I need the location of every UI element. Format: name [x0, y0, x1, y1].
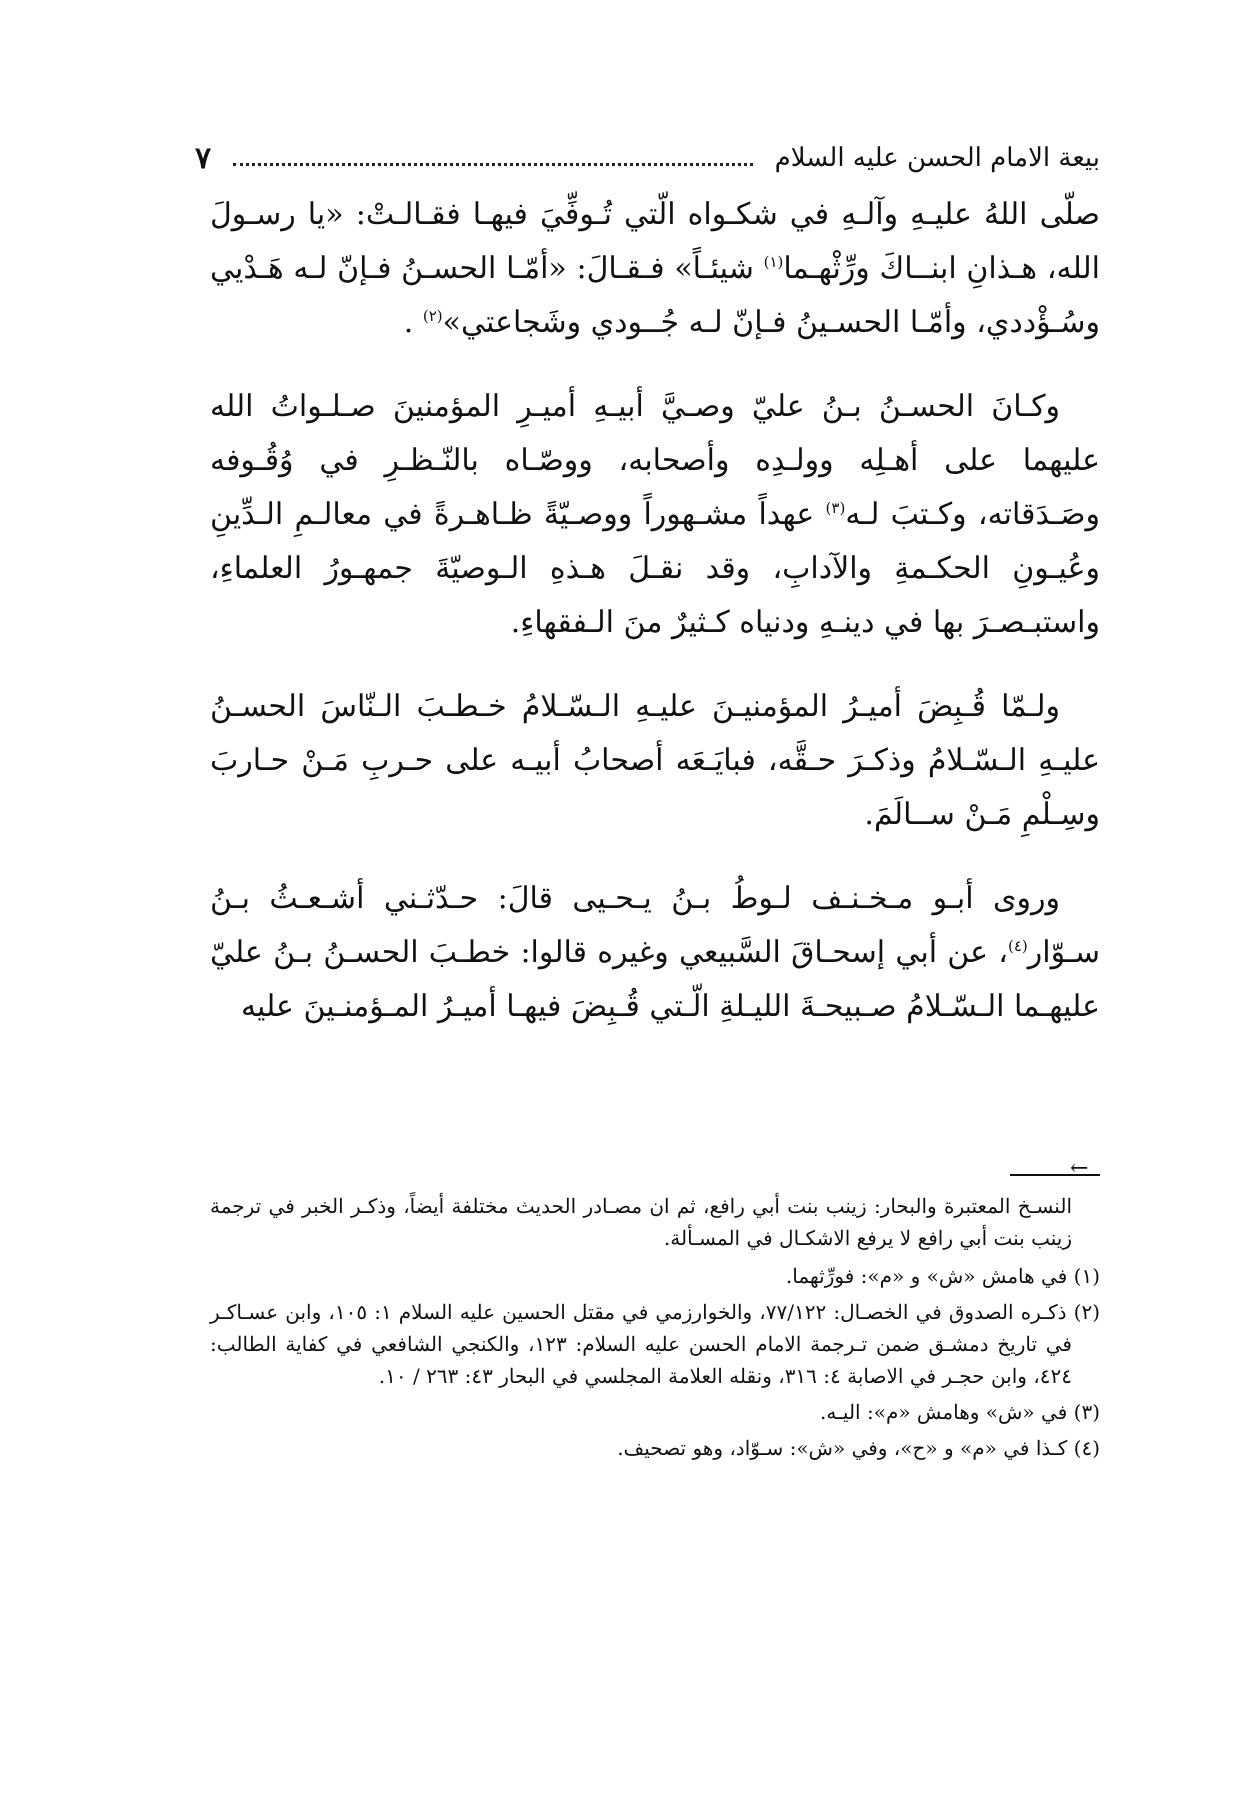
footnote-number: (٤) — [1073, 1436, 1100, 1460]
paragraph-text: وروى أبـو مـخـنـف لـوطُ بـنُ يـحـيى قالَ: حـدّثـني أشـعـثُ بـنُ سـوّار — [210, 881, 1100, 970]
footnote-ref: (٢) — [422, 307, 443, 325]
footnote-text: في هامش «ش» و «م»: فورِّثهما. — [785, 1264, 1068, 1288]
chapter-title: بيعة الامام الحسن عليه السلام — [774, 143, 1100, 173]
footnote-item — [210, 1396, 1100, 1428]
footnote-ref: (١) — [763, 253, 784, 271]
arrow-icon: ← — [1070, 1156, 1089, 1181]
paragraph-text: ، عن أبي إسحـاقَ السَّبيعي وغيره قالوا: خطـبَ الحسـنُ بـنُ عليّ عليهـما الـسّـلامُ صـبيحـةَ الليـلةِ الّـتي قُـبِضَ فيهـا أميـرُ المـؤمنـينَ عليه — [210, 935, 1100, 1024]
footnote-item — [210, 1296, 1100, 1392]
paragraph — [210, 680, 1100, 842]
footnote-text: في «ش» وهامش «م»: اليـه. — [819, 1400, 1068, 1424]
footnote-text: كـذا في «م» و «ح»، وفي «ش»: سـوّاد، وهو تصحيف. — [617, 1436, 1068, 1460]
paragraph-text: ولـمّا قُـبِضَ أميـرُ المؤمنيـنَ عليـهِ الـسّـلامُ خـطـبَ الـنّاسَ الحسـنُ عليـهِ الـسّـلامُ وذكـرَ حـقَّه، فبايَـعَه أصحابُ أبيـه على حـربِ مَـنْ حـاربَ وسِـلْمِ مَـنْ ســالَمَ. — [210, 689, 1100, 832]
paragraph — [210, 188, 1100, 350]
footnote-item — [210, 1260, 1100, 1292]
footnote-ref: (٤) — [1007, 937, 1028, 955]
dot-leader — [233, 163, 752, 166]
footnote-number: (٢) — [1073, 1300, 1100, 1324]
footnote-number: (١) — [1073, 1264, 1100, 1288]
main-text — [210, 188, 1100, 1064]
paragraph — [210, 380, 1100, 650]
footnote-text: ذكـره الصدوق في الخصـال: ٧٧/١٢٢، والخوارزمي في مقتل الحسين عليه السلام ١: ١٠٥، وابن عسـاكـر في تاريخ دمشـق ضمن تـرجمة الامام الحسن عليه السلام: ١٢٣، والكنجي الشافعي في كفاية الطالب: ٤٢٤، وابن حجـر في الاصابة ٤: ٣١٦، ونقله العلامة المجلسي في البحار ٤٣: ٢٦٣ / ١٠. — [210, 1300, 1072, 1388]
footnote-continuation: النسـخ المعتبرة والبحار: زينب بنت أبي رافع، ثم ان مصـادر الحديث مختلفة أيضاً، وذكـر الخبر في ترجمة زينب بنت أبي رافع لا يرفع الاشكـال في المسـألة. — [210, 1194, 1072, 1250]
page-number: ٧ — [195, 140, 212, 176]
running-header — [195, 138, 1100, 178]
paragraph — [210, 872, 1100, 1034]
paragraph-text: عهداً مشـهوراً ووصـيّةً ظـاهـرةً في معالـمِ الـدِّينِ وعُيـونِ الحكـمةِ والآدابِ، وقد نقـلَ هـذهِ الـوصيّةَ جمهـورُ العلماءِ، واستبـصـرَ بها في دينـهِ ودنياه كـثيرٌ منَ الـفقهاءِ. — [210, 497, 1100, 640]
separator-line — [1010, 1174, 1100, 1176]
footnotes — [210, 1190, 1100, 1468]
footnote-ref: (٣) — [825, 499, 846, 517]
paragraph-text: شيئـاً» فـقـالَ: «أمّـا الحسـنُ فـإنّ لـه هَـدْيي وسُـؤْددي، وأمّـا الحسـينُ فـإنّ لـه جُــودي وشَجاعتي» — [210, 251, 1100, 340]
footnote-separator — [1010, 1156, 1100, 1182]
paragraph-text: . — [403, 305, 423, 340]
paragraph-text: صلّى اللهُ عليـهِ وآلـهِ في شكـواه الّتي تُـوفِّيَ فيهـا فقـالـتْ: «يا رسـولَ الله، هـذانِ ابنــاكَ ورِّثْهـما — [210, 197, 1100, 286]
paragraph-text: وكـانَ الحسـنُ بـنُ عليّ وصـيَّ أبيـهِ أميـرِ المؤمنينَ صـلـواتُ الله عليهما على أهـلِه وولـدِه وأصحابه، ووصّـاه بالنّـظـرِ في وُقُـوفه وصَـدَقاته، وكـتبَ لـه — [210, 389, 1101, 532]
footnote-item — [210, 1432, 1100, 1464]
footnote-number: (٣) — [1073, 1400, 1100, 1424]
